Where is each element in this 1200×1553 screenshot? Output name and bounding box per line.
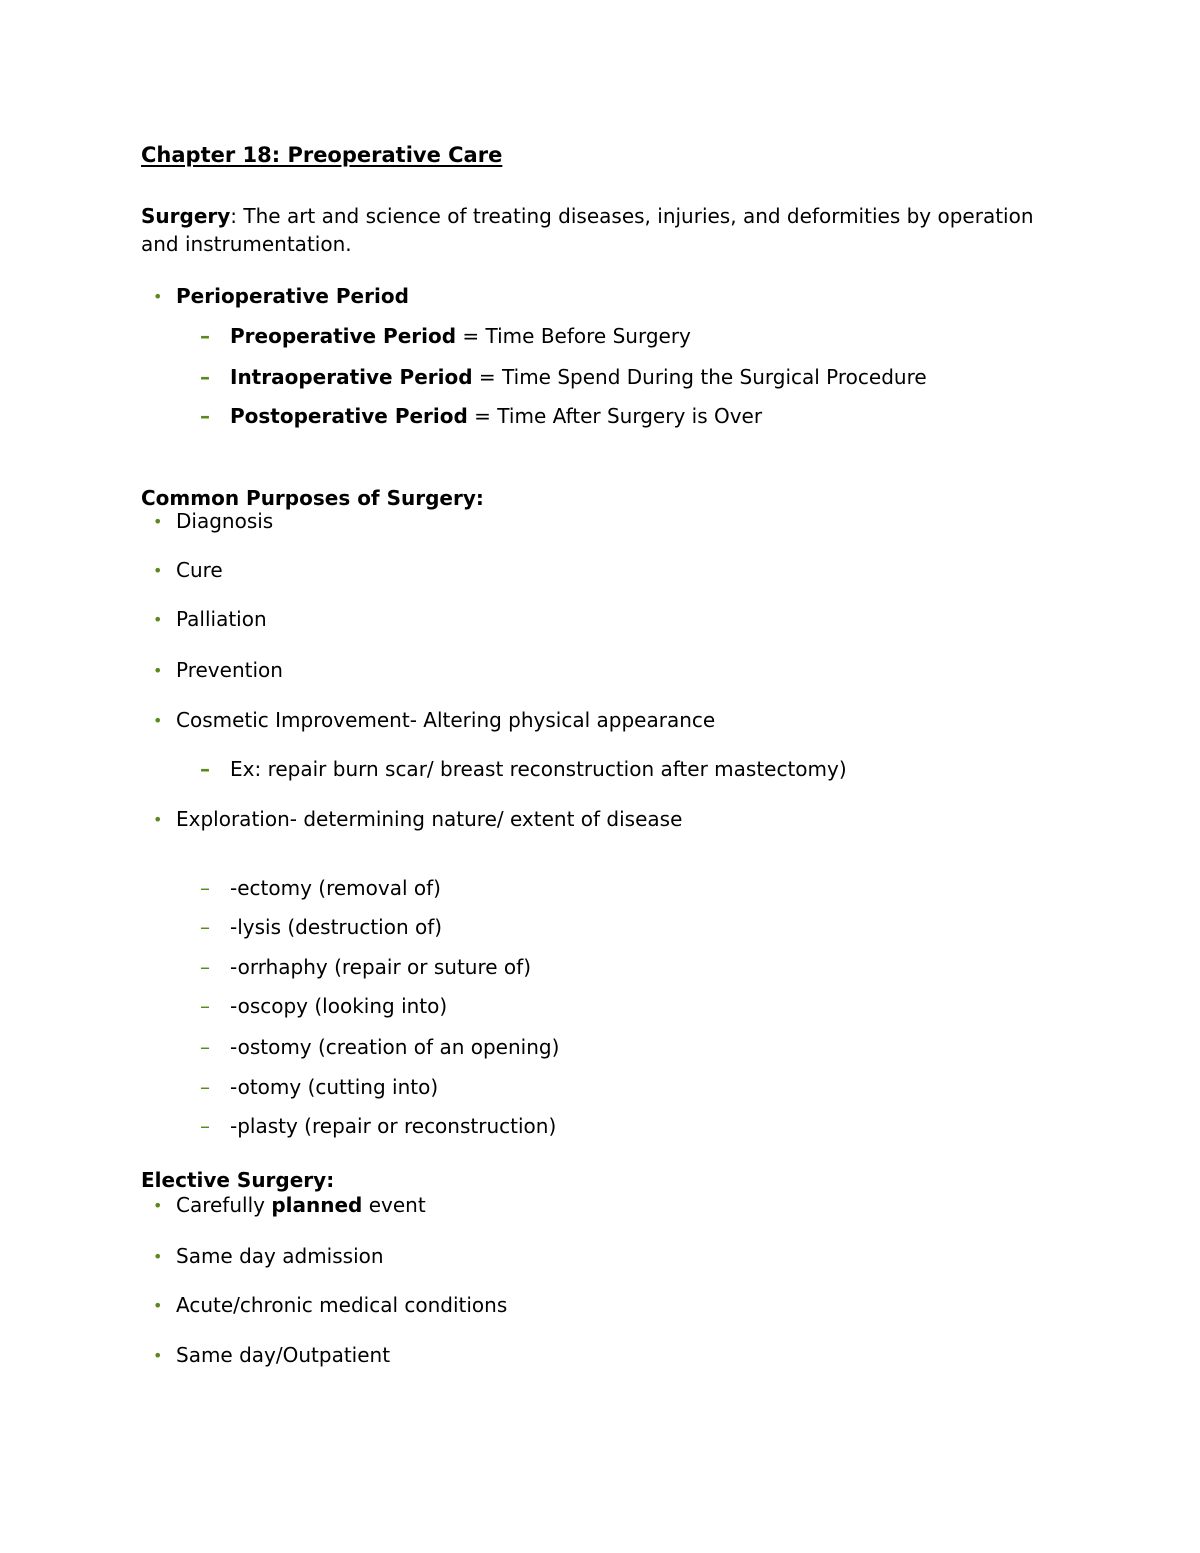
- dash-icon: –: [200, 757, 210, 781]
- elective-item: Acute/chronic medical conditions: [176, 1293, 508, 1317]
- dash-icon: –: [200, 915, 210, 939]
- dash-icon: –: [200, 994, 210, 1018]
- cosmetic-example: Ex: repair burn scar/ breast reconstruction after mastectomy): [230, 757, 847, 781]
- bullet-icon: •: [153, 1296, 163, 1315]
- purpose-item: Cure: [176, 558, 223, 582]
- elective-item: Same day admission: [176, 1244, 384, 1268]
- suffix-item: -ectomy (removal of): [230, 876, 441, 900]
- period-term: Postoperative Period: [230, 404, 468, 428]
- period-text: = Time After Surgery is Over: [467, 404, 763, 428]
- bullet-icon: •: [153, 561, 163, 580]
- suffix-item: -orrhaphy (repair or suture of): [230, 955, 531, 979]
- elective-emphasis: planned: [271, 1193, 363, 1217]
- postoperative-item: [230, 404, 762, 428]
- perioperative-heading: Perioperative Period: [176, 284, 409, 308]
- bullet-icon: •: [153, 810, 163, 829]
- elective-text: event: [362, 1193, 426, 1217]
- suffix-item: -lysis (destruction of): [230, 915, 443, 939]
- definition-term: Surgery: [141, 204, 231, 228]
- preoperative-item: [230, 324, 691, 348]
- suffix-item: -ostomy (creation of an opening): [230, 1035, 560, 1059]
- purpose-item: Exploration- determining nature/ extent of disease: [176, 807, 683, 831]
- bullet-icon: •: [153, 1346, 163, 1365]
- purpose-item: Diagnosis: [176, 509, 274, 533]
- suffix-item: -oscopy (looking into): [230, 994, 448, 1018]
- period-text: = Time Spend During the Surgical Procedure: [472, 365, 927, 389]
- purpose-item: Prevention: [176, 658, 283, 682]
- purpose-item: Palliation: [176, 607, 267, 631]
- period-term: Intraoperative Period: [230, 365, 473, 389]
- intraoperative-item: [230, 365, 927, 389]
- dash-icon: –: [200, 324, 210, 348]
- definition-text: : The art and science of treating diseases, injuries, and deformities by operation and instrumentation.: [141, 204, 1034, 256]
- bullet-icon: •: [153, 1196, 163, 1215]
- bullet-icon: •: [153, 610, 163, 629]
- elective-text: Carefully: [176, 1193, 272, 1217]
- period-term: Preoperative Period: [230, 324, 457, 348]
- dash-icon: –: [200, 1114, 210, 1138]
- bullet-icon: •: [153, 287, 163, 306]
- purpose-item: Cosmetic Improvement- Altering physical appearance: [176, 708, 716, 732]
- dash-icon: –: [200, 365, 210, 389]
- elective-heading: Elective Surgery:: [141, 1168, 335, 1192]
- bullet-icon: •: [153, 512, 163, 531]
- dash-icon: –: [200, 1075, 210, 1099]
- surgery-definition: [141, 202, 1061, 258]
- bullet-icon: •: [153, 661, 163, 680]
- dash-icon: –: [200, 955, 210, 979]
- suffix-item: -otomy (cutting into): [230, 1075, 439, 1099]
- period-text: = Time Before Surgery: [456, 324, 691, 348]
- dash-icon: –: [200, 876, 210, 900]
- suffix-item: -plasty (repair or reconstruction): [230, 1114, 557, 1138]
- dash-icon: –: [200, 1035, 210, 1059]
- page-title: Chapter 18: Preoperative Care: [141, 143, 503, 167]
- purposes-heading: Common Purposes of Surgery:: [141, 486, 484, 510]
- elective-item: Same day/Outpatient: [176, 1343, 391, 1367]
- bullet-icon: •: [153, 711, 163, 730]
- elective-item: [176, 1193, 426, 1217]
- bullet-icon: •: [153, 1247, 163, 1266]
- dash-icon: –: [200, 404, 210, 428]
